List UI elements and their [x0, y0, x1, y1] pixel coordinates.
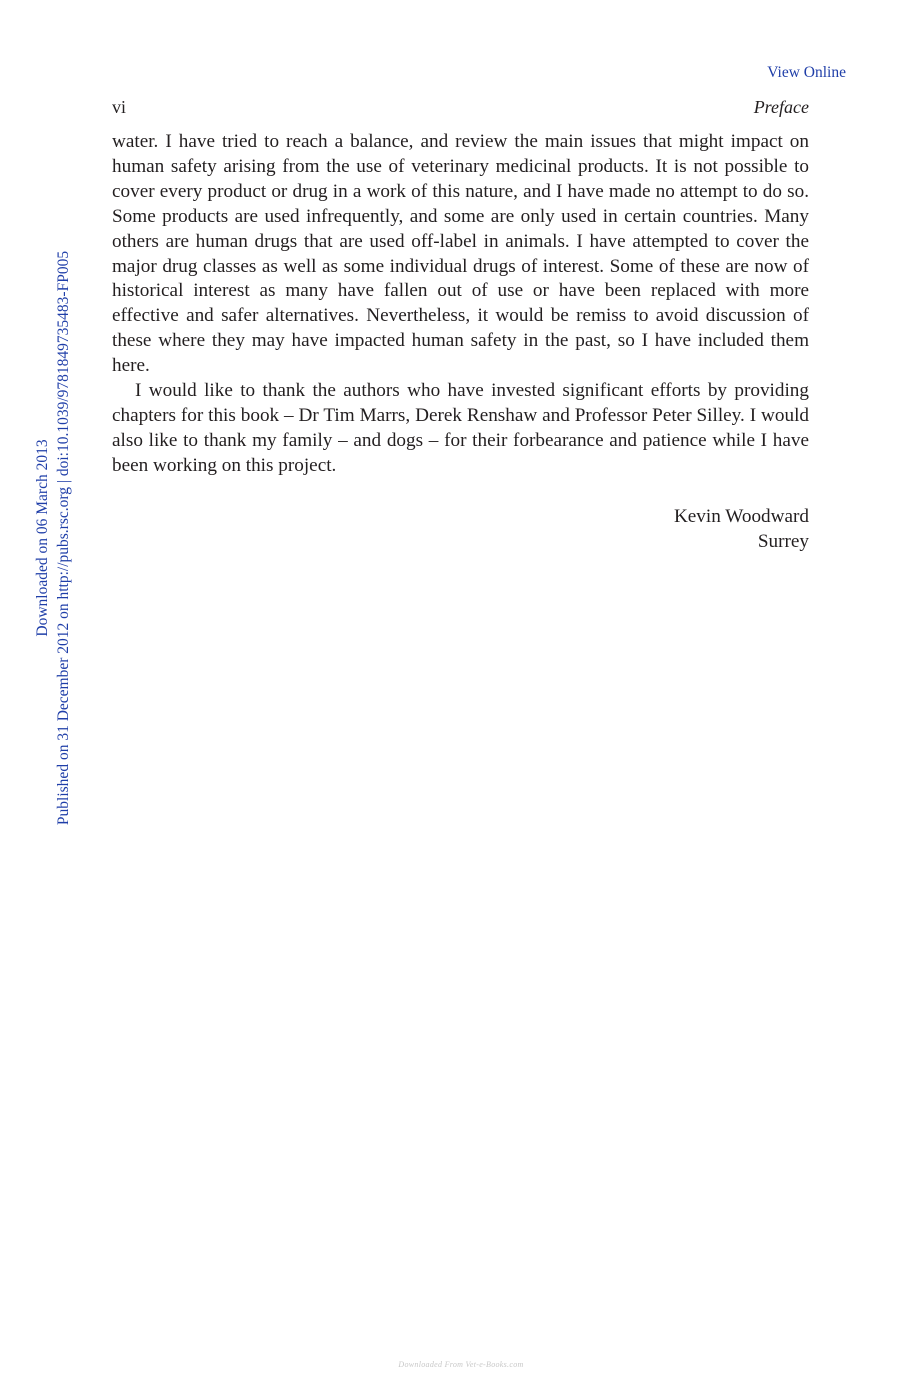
view-online-link[interactable]: View Online	[767, 64, 846, 81]
author-place: Surrey	[757, 530, 809, 552]
footer-watermark: Downloaded From Vet-e-Books.com	[398, 1360, 524, 1369]
publication-margin-note	[32, 228, 74, 848]
page-number: vi	[112, 97, 127, 117]
paragraph-1: water. I have tried to reach a balance, and review the main issues that might impact on human safety arising from the use of veterinary medicinal products. It is not possible to cover every product or drug in a work of this nature, and I have made no attempt to do so. Some products are used infrequently, and some are only used in certain countries. Many others are human drugs that are used off-label in animals. I have attempted to cover the major drug classes as well as some individual drugs of interest. Some of these are now of historical interest as many have fallen out of use or have been replaced with more effective and safer alternatives. Nevertheless, it would be remiss to avoid discussion of these where they may have impacted human safety in the past, so I have included them here.	[112, 131, 809, 377]
running-head	[112, 96, 809, 118]
preface-body	[112, 130, 809, 479]
paragraph-2: I would like to thank the authors who have invested significant efforts by providing chapters for this book – Dr Tim Marrs, Derek Renshaw and Professor Peter Silley. I would also like to thank my family – and dogs – for their forbearance and patience while I have been working on this project.	[112, 380, 809, 476]
running-title: Preface	[753, 97, 809, 117]
author-name: Kevin Woodward	[673, 506, 809, 527]
published-line[interactable]: Published on 31 December 2012 on http://pubs.rsc.org | doi:10.1039/9781849735483-FP005	[55, 250, 72, 826]
signature	[674, 505, 809, 555]
downloaded-line[interactable]: Downloaded on 06 March 2013	[34, 439, 51, 637]
